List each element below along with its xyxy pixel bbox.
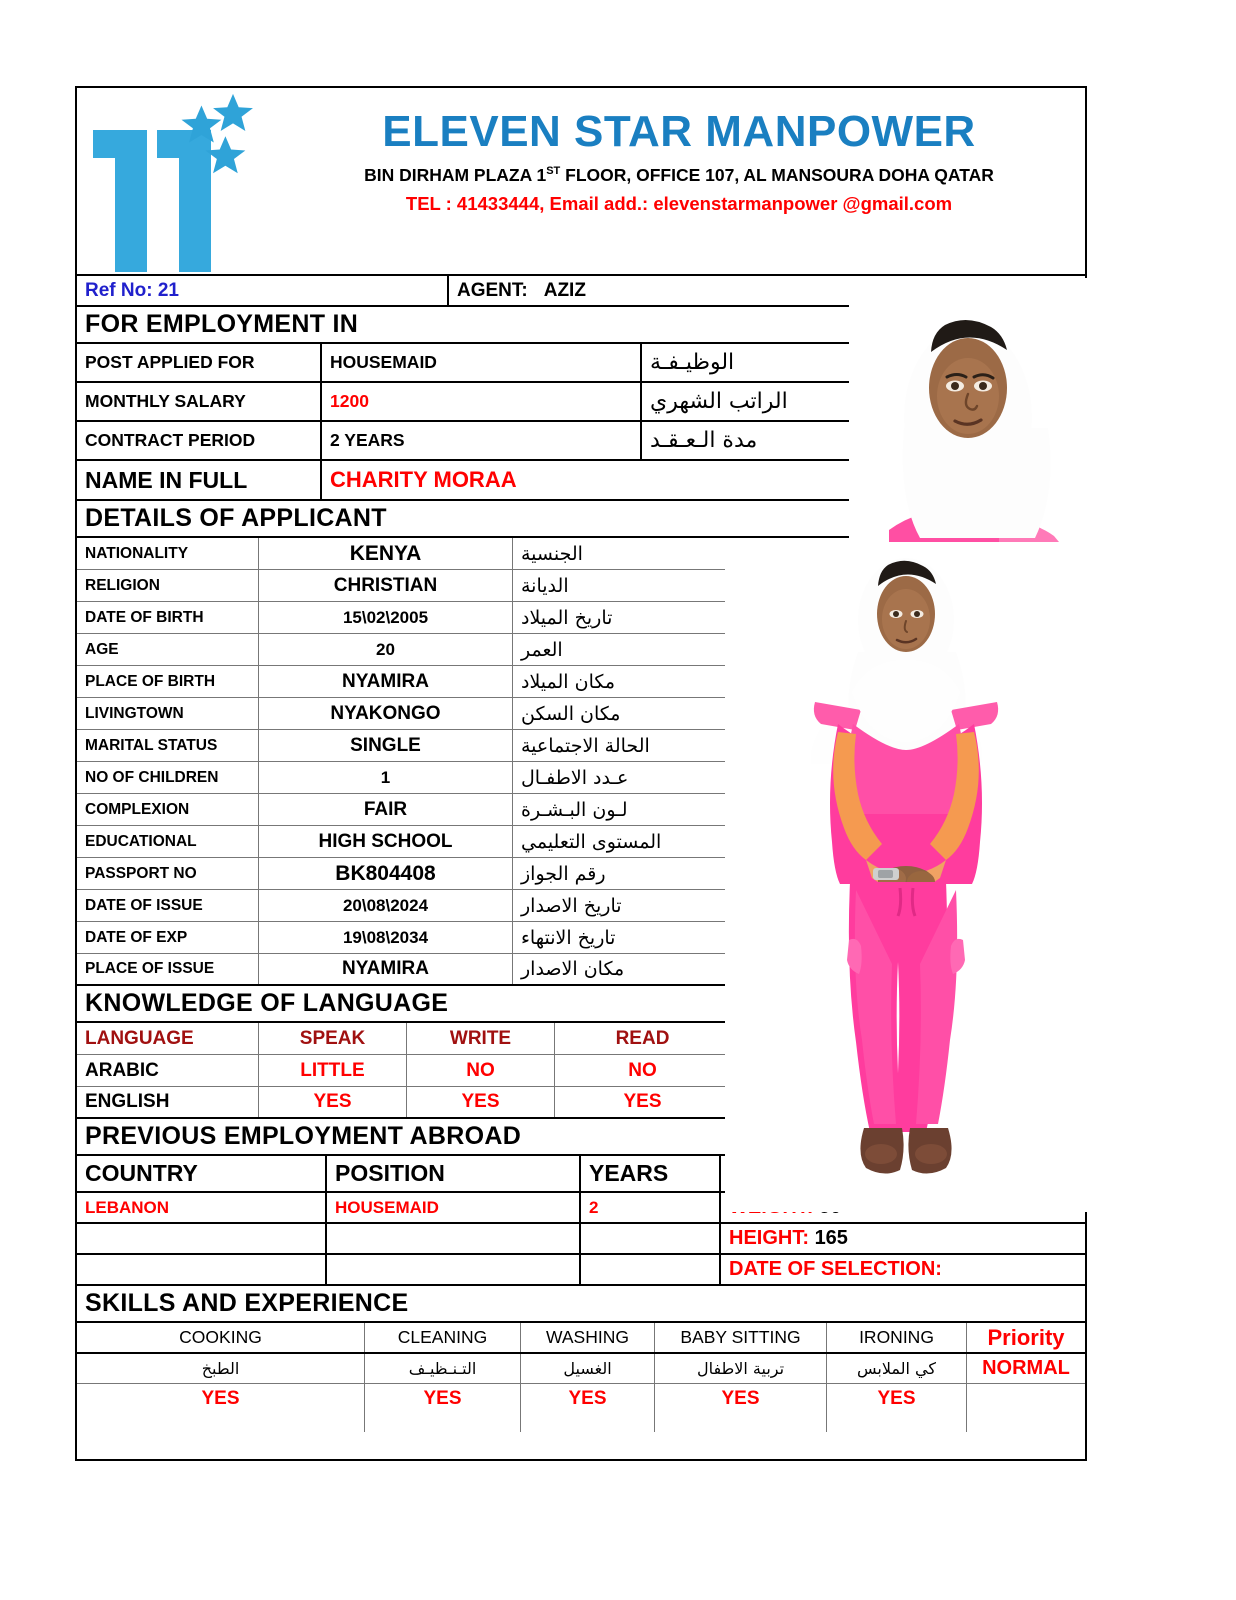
table-row — [77, 1224, 1085, 1255]
detail-label-complexion: COMPLEXION — [77, 794, 259, 825]
detail-label-religion: RELIGION — [77, 570, 259, 601]
post-applied-label: POST APPLIED FOR — [77, 344, 322, 381]
detail-arabic-livingtown: مكان السكن — [521, 702, 621, 725]
language-english-write: YES — [407, 1087, 555, 1117]
detail-arabic-passport-no: رقم الجواز — [521, 862, 606, 885]
detail-arabic-complexion: لـون البـشـرة — [521, 798, 628, 821]
detail-label-educational: EDUCATIONAL — [77, 826, 259, 857]
language-header-speak: SPEAK — [259, 1023, 407, 1054]
detail-value-livingtown: NYAKONGO — [259, 698, 513, 729]
monthly-salary-label: MONTHLY SALARY — [77, 383, 322, 420]
skill-value-ironing: YES — [827, 1384, 967, 1432]
monthly-salary-arabic: الراتب الشهري — [650, 389, 788, 414]
previous-employment-position-3 — [327, 1255, 581, 1284]
language-arabic-read: NO — [628, 1059, 657, 1081]
language-header-write: WRITE — [407, 1023, 555, 1054]
previous-employment-country-3 — [77, 1255, 327, 1284]
height-label: HEIGHT: — [729, 1227, 809, 1249]
date-of-selection-label: DATE OF SELECTION: — [729, 1258, 942, 1280]
detail-arabic-place-of-issue: مكان الاصدار — [521, 958, 625, 980]
skills-arabic-row — [77, 1354, 1085, 1384]
detail-arabic-date-of-exp: تاريخ الانتهاء — [521, 926, 616, 949]
skill-arabic-cleaning: التـنـظيـف — [365, 1354, 521, 1383]
ref-no: Ref No: 21 — [77, 276, 449, 305]
skills-value-row — [77, 1384, 1085, 1432]
name-in-full-label: NAME IN FULL — [77, 461, 322, 499]
skill-header-baby-sitting: BABY SITTING — [655, 1323, 827, 1352]
skill-value-baby-sitting: YES — [655, 1384, 827, 1432]
previous-employment-header-country: COUNTRY — [77, 1156, 327, 1191]
skill-value-washing: YES — [521, 1384, 655, 1432]
detail-arabic-date-of-issue: تاريخ الاصدار — [521, 894, 622, 917]
skill-arabic-washing: الغسيل — [521, 1354, 655, 1383]
agent-label: AGENT: — [457, 279, 528, 301]
company-address: BIN DIRHAM PLAZA 1ST FLOOR, OFFICE 107, AL MANSOURA DOHA QATAR — [364, 164, 994, 185]
detail-value-passport-no: BK804408 — [259, 858, 513, 889]
language-english-read: YES — [623, 1091, 662, 1112]
detail-label-place-of-birth: PLACE OF BIRTH — [77, 666, 259, 697]
detail-value-no-of-children: 1 — [259, 762, 513, 793]
height-field — [721, 1224, 1085, 1253]
detail-value-marital-status: SINGLE — [259, 730, 513, 761]
table-row — [77, 1255, 1085, 1286]
skill-value-cooking: YES — [77, 1384, 365, 1432]
applicant-form-sheet — [75, 86, 1087, 1461]
name-in-full-value: CHARITY MORAA — [330, 467, 517, 492]
detail-label-date-of-issue: DATE OF ISSUE — [77, 890, 259, 921]
contract-period-label: CONTRACT PERIOD — [77, 422, 322, 459]
detail-value-date-of-issue: 20\08\2024 — [259, 890, 513, 921]
detail-arabic-no-of-children: عـدد الاطفـال — [521, 766, 629, 789]
contract-period-value: 2 YEARS — [322, 422, 642, 459]
detail-arabic-marital-status: الحالة الاجتماعية — [521, 734, 650, 757]
detail-value-place-of-birth: NYAMIRA — [259, 666, 513, 697]
skill-arabic-baby-sitting: تربية الاطفال — [655, 1354, 827, 1383]
skill-arabic-ironing: كي الملابس — [827, 1354, 967, 1383]
agent-value: AZIZ — [543, 279, 586, 301]
monthly-salary-value: 1200 — [322, 383, 642, 420]
previous-employment-position-2 — [327, 1224, 581, 1253]
skill-value-cleaning: YES — [365, 1384, 521, 1432]
detail-label-date-of-exp: DATE OF EXP — [77, 922, 259, 953]
previous-employment-country-1: LEBANON — [77, 1193, 327, 1222]
skill-header-washing: WASHING — [521, 1323, 655, 1352]
detail-label-nationality: NATIONALITY — [77, 538, 259, 569]
contract-period-arabic: مدة الـعـقـد — [650, 428, 758, 453]
previous-employment-position-1: HOUSEMAID — [327, 1193, 581, 1222]
detail-label-place-of-issue: PLACE OF ISSUE — [77, 954, 259, 984]
detail-label-passport-no: PASSPORT NO — [77, 858, 259, 889]
detail-label-age: AGE — [77, 634, 259, 665]
skills-header-row — [77, 1323, 1085, 1354]
height-value: 165 — [814, 1227, 848, 1249]
language-english-speak: YES — [259, 1087, 407, 1117]
company-title: ELEVEN STAR MANPOWER — [382, 107, 976, 156]
priority-label: Priority — [987, 1324, 1065, 1350]
section-banner-skills: SKILLS AND EXPERIENCE — [77, 1286, 1085, 1323]
detail-arabic-place-of-birth: مكان الميلاد — [521, 670, 616, 693]
section-banner-details: DETAILS OF APPLICANT — [77, 501, 1085, 538]
previous-employment-header-position: POSITION — [327, 1156, 581, 1191]
post-applied-value: HOUSEMAID — [322, 344, 642, 381]
detail-label-marital-status: MARITAL STATUS — [77, 730, 259, 761]
eleven-star-logo-icon — [85, 90, 270, 276]
applicant-headshot-photo — [849, 278, 1087, 542]
previous-employment-country-2 — [77, 1224, 327, 1253]
section-banner-employment: FOR EMPLOYMENT IN — [77, 307, 1085, 344]
previous-employment-header-years: YEARS — [581, 1156, 721, 1191]
detail-value-nationality: KENYA — [259, 538, 513, 569]
company-contact: TEL : 41433444, Email add.: elevenstarmanpower @gmail.com — [405, 192, 953, 214]
language-header-read: READ — [615, 1027, 670, 1049]
detail-arabic-educational: المستوى التعليمي — [521, 830, 662, 853]
detail-value-complexion: FAIR — [259, 794, 513, 825]
previous-employment-years-1: 2 — [581, 1193, 721, 1222]
language-arabic-speak: LITTLE — [259, 1055, 407, 1086]
address-ordinal-suffix: ST — [546, 165, 561, 178]
detail-value-educational: HIGH SCHOOL — [259, 826, 513, 857]
section-banner-previous-employment: PREVIOUS EMPLOYMENT ABROAD — [77, 1119, 1085, 1156]
skill-arabic-cooking: الطبخ — [77, 1354, 365, 1383]
detail-arabic-age: العمر — [521, 638, 563, 661]
detail-value-place-of-issue: NYAMIRA — [259, 954, 513, 984]
priority-value: NORMAL — [982, 1357, 1070, 1379]
skill-header-ironing: IRONING — [827, 1323, 967, 1352]
detail-value-dob: 15\02\2005 — [259, 602, 513, 633]
language-arabic-write: NO — [407, 1055, 555, 1086]
previous-employment-years-3 — [581, 1255, 721, 1284]
language-name-arabic: ARABIC — [77, 1055, 259, 1086]
detail-arabic-dob: تاريخ الميلاد — [521, 606, 613, 629]
priority-blank-cell — [967, 1384, 1085, 1432]
brand-block — [277, 107, 1081, 215]
date-of-selection-field — [721, 1255, 1085, 1284]
detail-arabic-nationality: الجنسية — [521, 542, 583, 565]
skill-header-cooking: COOKING — [77, 1323, 365, 1352]
section-banner-language: KNOWLEDGE OF LANGUAGE — [77, 986, 1085, 1023]
language-name-english: ENGLISH — [77, 1087, 259, 1117]
detail-label-livingtown: LIVINGTOWN — [77, 698, 259, 729]
detail-value-date-of-exp: 19\08\2034 — [259, 922, 513, 953]
detail-label-no-of-children: NO OF CHILDREN — [77, 762, 259, 793]
post-applied-arabic: الوظيـفـة — [650, 350, 735, 375]
skill-header-cleaning: CLEANING — [365, 1323, 521, 1352]
detail-label-dob: DATE OF BIRTH — [77, 602, 259, 633]
applicant-fullbody-photo — [725, 542, 1087, 1212]
detail-arabic-religion: الديانة — [521, 574, 569, 597]
language-header-language: LANGUAGE — [77, 1023, 259, 1054]
letterhead — [77, 88, 1085, 276]
previous-employment-years-2 — [581, 1224, 721, 1253]
detail-value-religion: CHRISTIAN — [259, 570, 513, 601]
detail-value-age: 20 — [259, 634, 513, 665]
